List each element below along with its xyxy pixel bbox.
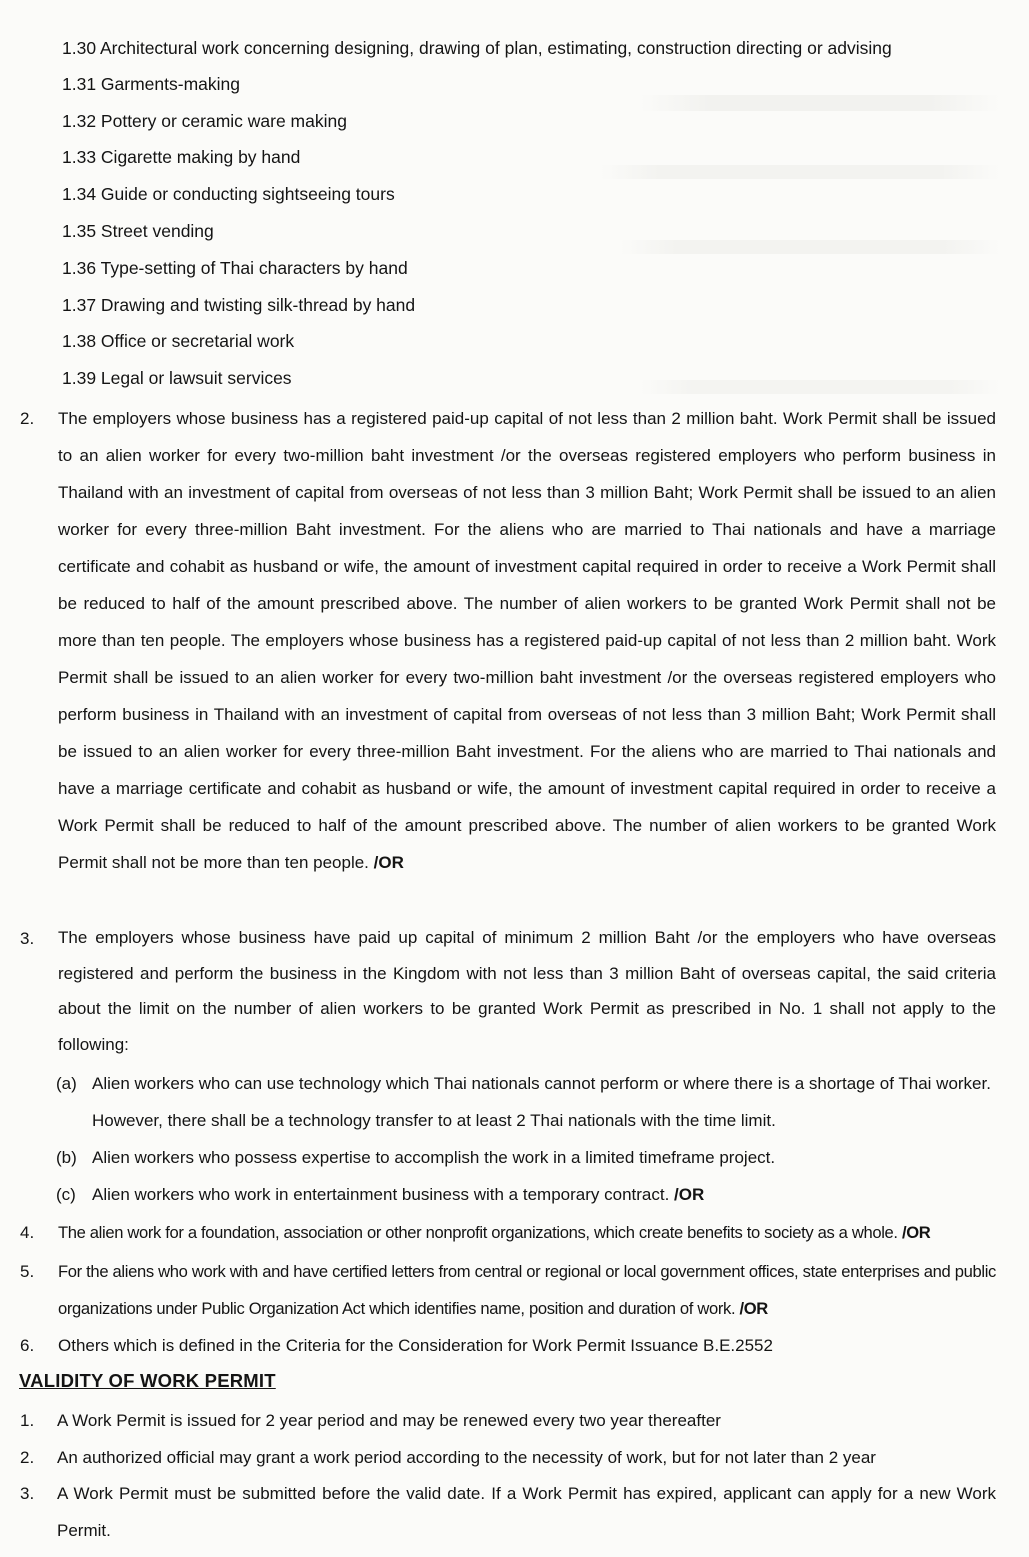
sub-item: 1.35 Street vending [62, 221, 214, 241]
list-item-6 [20, 1327, 996, 1364]
sub-list-label: (c) [56, 1185, 76, 1204]
item-number: 6. [20, 1336, 35, 1355]
item-text-body: The alien work for a foundation, association or other nonprofit organizations, which create benefits to society as a whole. [58, 1223, 898, 1242]
validity-item-1 [20, 1402, 996, 1439]
item-text [58, 400, 996, 881]
item-text: Others which is defined in the Criteria for the Consideration for Work Permit Issuance B.E.2552 [58, 1336, 773, 1355]
sub-list-text: Alien workers who possess expertise to accomplish the work in a limited timeframe project. [92, 1148, 776, 1167]
list-item-3 [20, 920, 996, 1062]
item-number: 2. [20, 409, 35, 428]
list-item-2 [20, 400, 996, 881]
sub-list-label: (a) [56, 1074, 77, 1093]
sub-item: 1.33 Cigarette making by hand [62, 147, 301, 167]
item-number: 1. [20, 1411, 35, 1430]
sub-item: 1.37 Drawing and twisting silk-thread by hand [62, 295, 416, 315]
sub-item: 1.39 Legal or lawsuit services [62, 368, 292, 388]
sub-list-item-b [56, 1139, 996, 1176]
list-item-5 [20, 1253, 996, 1327]
sub-list-text: Alien workers who can use technology which Thai nationals cannot perform or where there is a shortage of Thai worker. However, there shall be a technology transfer to at least 2 Thai nationals with the time limit. [92, 1074, 991, 1130]
sub-item: 1.36 Type-setting of Thai characters by hand [62, 258, 408, 278]
item-text-body: The employers whose business has a registered paid-up capital of not less than 2 million baht. Work Permit shall be issued to an alien worker for every two-million baht investment /or the overseas registered employers who perform business in Thailand with an investment of capital from overseas of not less than 3 million Baht; Work Permit shall be issued to an alien worker for every three-million Baht investment. For the aliens who are married to Thai nationals and have a marriage certificate and cohabit as husband or wife, the amount of investment capital required in order to receive a Work Permit shall be reduced to half of the amount prescribed above. The number of alien workers to be granted Work Permit shall not be more than ten people. The employers whose business has a registered paid-up capital of not less than 2 million baht. Work Permit shall be issued to an alien worker for every two-million baht investment /or the overseas registered employers who perform business in Thailand with an investment of capital from overseas of not less than 3 million Baht; Work Permit shall be issued to an alien worker for every three-million Baht investment. For the aliens who are married to Thai nationals and have a marriage certificate and cohabit as husband or wife, the amount of investment capital required in order to receive a Work Permit shall be reduced to half of the amount prescribed above. The number of alien workers to be granted Work Permit shall not be more than ten people. [58, 409, 996, 872]
item-number: 3. [20, 1484, 35, 1503]
item-number: 5. [20, 1262, 35, 1281]
item-text: An authorized official may grant a work period according to the necessity of work, but for not later than 2 year [57, 1448, 876, 1467]
sub-item: 1.38 Office or secretarial work [62, 331, 295, 351]
sub-item: 1.31 Garments-making [62, 74, 240, 94]
sub-item: 1.30 Architectural work concerning designing, drawing of plan, estimating, construction directing or advising [62, 38, 892, 58]
item-text: A Work Permit must be submitted before the valid date. If a Work Permit has expired, applicant can apply for a new Work Permit. [57, 1484, 996, 1540]
item-text: A Work Permit is issued for 2 year period and may be renewed every two year thereafter [57, 1411, 721, 1430]
validity-item-3 [20, 1475, 996, 1549]
item-number: 4. [20, 1223, 35, 1242]
sub-list-text [92, 1176, 996, 1213]
item-text [58, 1253, 996, 1327]
item-number: 3. [20, 929, 35, 948]
or-marker: /OR [735, 1299, 768, 1318]
bleed-through-texture [640, 380, 1000, 394]
sub-list-label: (b) [56, 1148, 77, 1167]
or-marker: /OR [368, 853, 404, 872]
sub-item: 1.34 Guide or conducting sightseeing tours [62, 184, 395, 204]
item-text: The employers whose business have paid up capital of minimum 2 million Baht /or the employers who have overseas registered and perform the business in the Kingdom with not less than 3 million Baht of overseas capital, the said criteria about the limit on the number of alien workers to be granted Work Permit as prescribed in No. 1 shall not apply to the following: [58, 928, 996, 1054]
validity-item-2 [20, 1439, 996, 1476]
sub-list-item-c [56, 1176, 996, 1213]
item-text [58, 1214, 996, 1251]
item-text-body: For the aliens who work with and have certified letters from central or regional or local government offices, state enterprises and public organizations under Public Organization Act which identifies name, position and duration of work. [58, 1262, 996, 1318]
sub-list-text-body: Alien workers who work in entertainment business with a temporary contract. [92, 1185, 670, 1204]
sub-item: 1.32 Pottery or ceramic ware making [62, 111, 347, 131]
bleed-through-texture [600, 165, 1000, 179]
bleed-through-texture [620, 240, 1000, 254]
list-item-4 [20, 1214, 996, 1251]
or-marker: /OR [669, 1185, 705, 1204]
bleed-through-texture [640, 95, 1000, 111]
item-number: 2. [20, 1448, 35, 1467]
or-marker: /OR [897, 1223, 931, 1242]
sub-list-item-a [56, 1065, 996, 1139]
section-heading: VALIDITY OF WORK PERMIT [19, 1370, 276, 1391]
